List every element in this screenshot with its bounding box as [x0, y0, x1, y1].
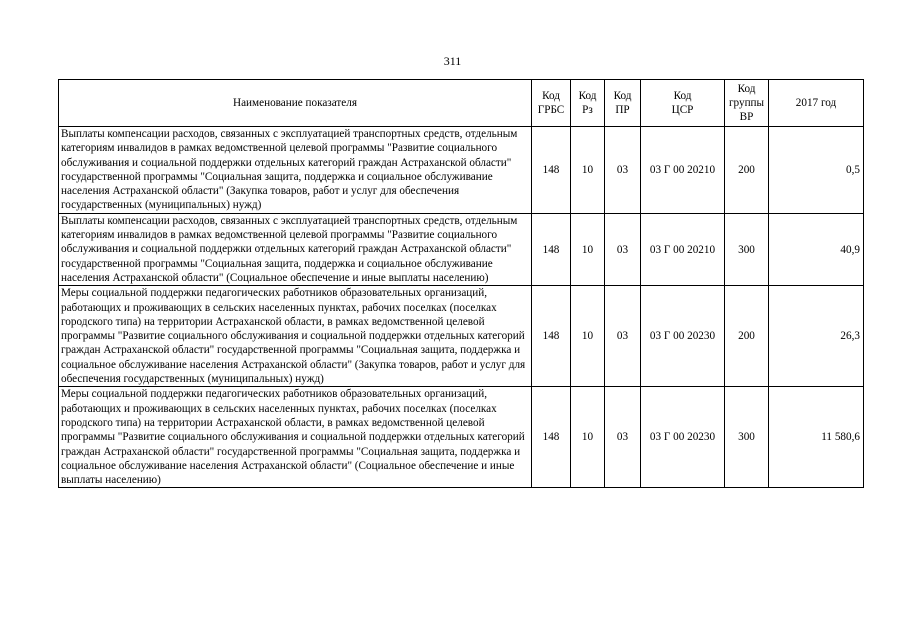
header-vr-line2: группы: [728, 97, 765, 109]
row-name: Выплаты компенсации расходов, связанных с эксплуатацией транспортных средств, отдельным категориям инвалидов в рамках ведомственной целевой программы "Развитие социального обслуживания и социальной поддержки отдельных категорий граждан Астраханской области" государственной программы "Социальная защита, поддержка и социальное обслуживание населения Астраханской области" (Социальное обеспечение и иные выплаты населению): [59, 213, 532, 285]
header-row: [59, 80, 864, 127]
header-year: 2017 год: [769, 80, 864, 127]
row-vr: 200: [725, 127, 769, 214]
row-vr: 300: [725, 387, 769, 488]
header-grbs-line1: Код: [542, 90, 560, 102]
header-rz: [571, 80, 605, 127]
row-value: 40,9: [769, 213, 864, 285]
header-csr-line1: Код: [673, 90, 692, 102]
row-rz: 10: [571, 213, 605, 285]
row-pr: 03: [605, 286, 641, 387]
row-grbs: 148: [532, 286, 571, 387]
table-row: [59, 127, 864, 214]
row-value: 26,3: [769, 286, 864, 387]
header-csr-line2: ЦСР: [671, 104, 694, 116]
row-rz: 10: [571, 387, 605, 488]
header-name: Наименование показателя: [59, 80, 532, 127]
row-pr: 03: [605, 387, 641, 488]
row-value: 11 580,6: [769, 387, 864, 488]
header-vr-line3: ВР: [739, 111, 754, 123]
header-pr: [605, 80, 641, 127]
row-vr: 300: [725, 213, 769, 285]
row-rz: 10: [571, 127, 605, 214]
header-rz-line2: Рз: [582, 104, 593, 116]
row-csr: 03 Г 00 20210: [641, 213, 725, 285]
header-pr-line1: Код: [613, 90, 632, 102]
table-row: [59, 213, 864, 285]
row-name: Выплаты компенсации расходов, связанных с эксплуатацией транспортных средств, отдельным категориям инвалидов в рамках ведомственной целевой программы "Развитие социального обслуживания и социальной поддержки отдельных категорий граждан Астраханской области" государственной программы "Социальная защита, поддержка и социальное обслуживание населения Астраханской области" (Закупка товаров, работ и услуг для обеспечения государственных (муниципальных) нужд): [59, 127, 532, 214]
header-pr-line2: ПР: [615, 104, 630, 116]
row-value: 0,5: [769, 127, 864, 214]
row-grbs: 148: [532, 127, 571, 214]
row-vr: 200: [725, 286, 769, 387]
header-vr-line1: Код: [737, 83, 756, 95]
header-csr: [641, 80, 725, 127]
row-csr: 03 Г 00 20230: [641, 286, 725, 387]
budget-table: [58, 79, 864, 488]
row-name: Меры социальной поддержки педагогических работников образовательных организаций, работающих и проживающих в сельских населенных пунктах, рабочих поселках (поселках городского типа) на территории Астраханской области, в рамках ведомственной целевой программы "Развитие социального обслуживания и социальной поддержки отдельных категорий граждан Астраханской области" государственной программы "Социальная защита, поддержка и социальное обслуживание населения Астраханской области" (Социальное обеспечение и иные выплаты населению): [59, 387, 532, 488]
header-vr: [725, 80, 769, 127]
row-name: Меры социальной поддержки педагогических работников образовательных организаций, работающих и проживающих в сельских населенных пунктах, рабочих поселках (поселках городского типа) на территории Астраханской области, в рамках ведомственной целевой программы "Развитие социального обслуживания и социальной поддержки отдельных категорий граждан Астраханской области" государственной программы "Социальная защита, поддержка и социальное обслуживание населения Астраханской области" (Закупка товаров, работ и услуг для обеспечения государственных (муниципальных) нужд): [59, 286, 532, 387]
row-grbs: 148: [532, 387, 571, 488]
header-rz-line1: Код: [578, 90, 597, 102]
table-row: [59, 387, 864, 488]
row-pr: 03: [605, 213, 641, 285]
row-grbs: 148: [532, 213, 571, 285]
page-number: 311: [443, 54, 462, 68]
header-grbs-line2: ГРБС: [537, 104, 565, 116]
row-csr: 03 Г 00 20230: [641, 387, 725, 488]
row-csr: 03 Г 00 20210: [641, 127, 725, 214]
row-rz: 10: [571, 286, 605, 387]
header-grbs: [532, 80, 571, 127]
row-pr: 03: [605, 127, 641, 214]
table-row: [59, 286, 864, 387]
